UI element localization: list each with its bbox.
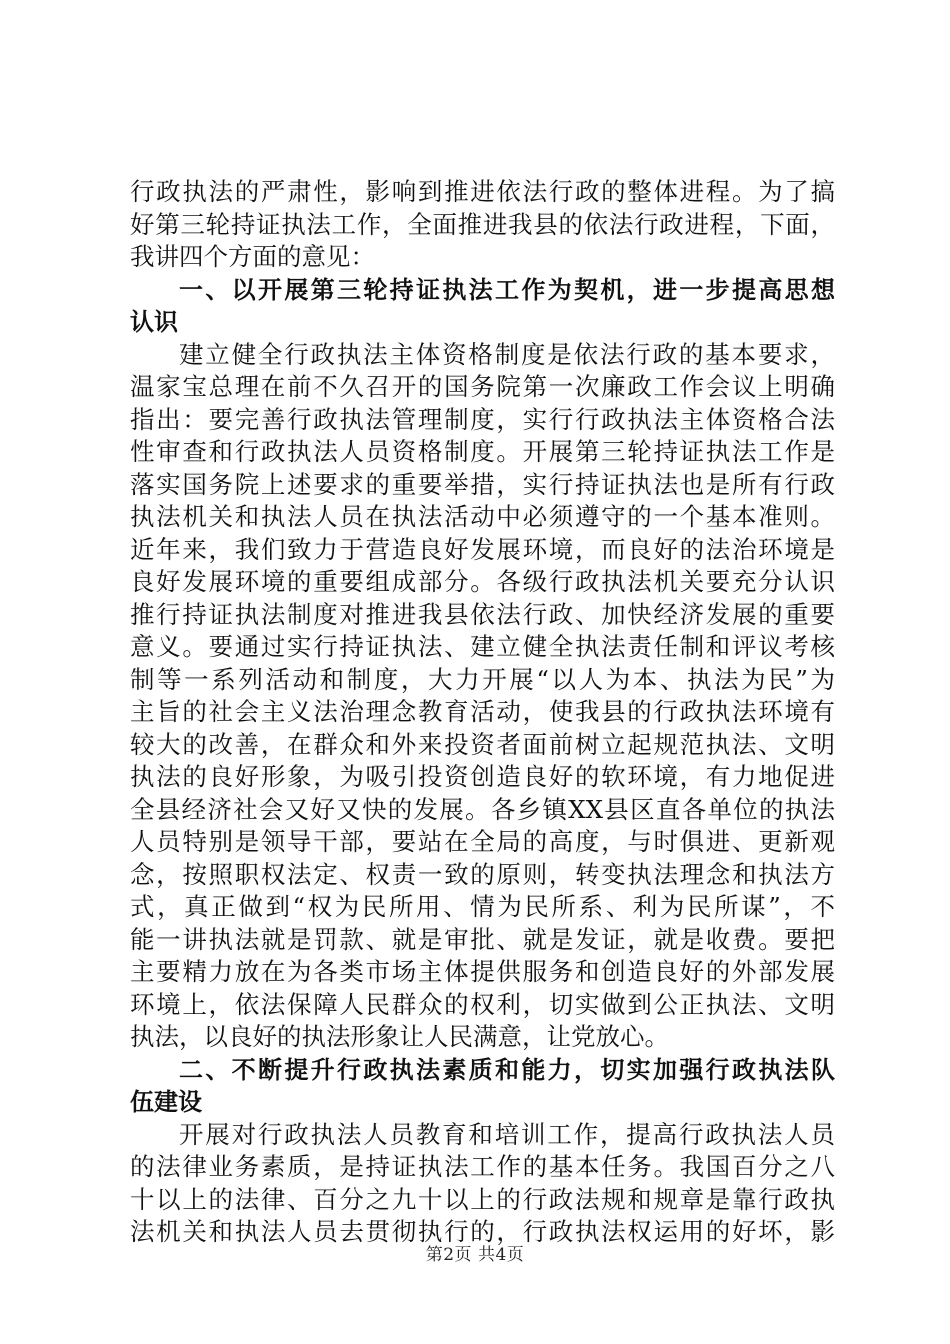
paragraph-line: 近年来，我们致力于营造良好发展环境，而良好的法治环境是 [130,534,835,564]
paragraph-line: 行政执法的严肃性，影响到推进依法行政的整体进程。为了搞 [130,177,835,206]
paragraph-line: 的法律业务素质，是持证执法工作的基本任务。我国百分之八 [130,1152,835,1181]
paragraph-line: 念，按照职权法定、权责一致的原则，转变执法理念和执法方 [130,859,835,889]
paragraph-line: 十以上的法律、百分之九十以上的行政法规和规章是靠行政执 [130,1184,835,1214]
paragraph-line: 良好发展环境的重要组成部分。各级行政执法机关要充分认识 [130,567,835,596]
paragraph-line: 较大的改善，在群众和外来投资者面前树立起规范执法、文明 [130,729,835,759]
paragraph-line: 开展对行政执法人员教育和培训工作，提高行政执法人员 [179,1119,835,1149]
paragraph-line: 推行持证执法制度对推进我县依法行政、加快经济发展的重要 [130,599,835,629]
paragraph-line: 落实国务院上述要求的重要举措，实行持证执法也是所有行政 [130,469,835,499]
section-heading-line: 二、不断提升行政执法素质和能力，切实加强行政执法队 [179,1055,835,1084]
section-heading-line: 伍建设 [130,1088,202,1116]
paragraph-line: 制等一系列活动和制度，大力开展“以人为本、执法为民”为 [130,664,835,694]
paragraph-line: 主旨的社会主义法治理念教育活动，使我县的行政执法环境有 [130,697,835,726]
paragraph-line: 好第三轮持证执法工作，全面推进我县的依法行政进程，下面， [130,209,835,239]
document-body [130,176,835,1249]
paragraph-line: 温家宝总理在前不久召开的国务院第一次廉政工作会议上明确 [130,372,835,401]
section-heading-line: 一、以开展第三轮持证执法工作为契机，进一步提高思想 [179,275,835,304]
paragraph-line: 环境上，依法保障人民群众的权利，切实做到公正执法、文明 [130,989,835,1019]
paragraph-line: 能一讲执法就是罚款、就是审批、就是发证，就是收费。要把 [130,924,835,954]
paragraph-line: 全县经济社会又好又快的发展。各乡镇XX县区直各单位的执法 [130,794,835,824]
section-heading-line: 认识 [130,308,178,336]
paragraph-line: 式，真正做到“权为民所用、情为民所系、利为民所谋”，不 [130,892,835,921]
paragraph-line: 我讲四个方面的意见： [130,242,375,271]
paragraph-line: 指出：要完善行政执法管理制度，实行行政执法主体资格合法 [130,404,835,434]
paragraph-line: 主要精力放在为各类市场主体提供服务和创造良好的外部发展 [130,957,835,986]
paragraph-line: 执法，以良好的执法形象让人民满意，让党放心。 [130,1022,669,1051]
paragraph-line: 建立健全行政执法主体资格制度是依法行政的基本要求， [179,339,835,369]
paragraph-line: 法机关和执法人员去贯彻执行的，行政执法权运用的好坏，影 [130,1217,835,1246]
page-footer: 第2页 共4页 [425,1245,525,1265]
paragraph-line: 执法的良好形象，为吸引投资创造良好的软环境，有力地促进 [130,762,835,791]
paragraph-line: 执法机关和执法人员在执法活动中必须遵守的一个基本准则。 [130,502,835,531]
paragraph-line: 意义。要通过实行持证执法、建立健全执法责任制和评议考核 [130,632,835,661]
paragraph-line: 性审查和行政执法人员资格制度。开展第三轮持证执法工作是 [130,437,835,466]
paragraph-line: 人员特别是领导干部，要站在全局的高度，与时俱进、更新观 [130,827,835,856]
